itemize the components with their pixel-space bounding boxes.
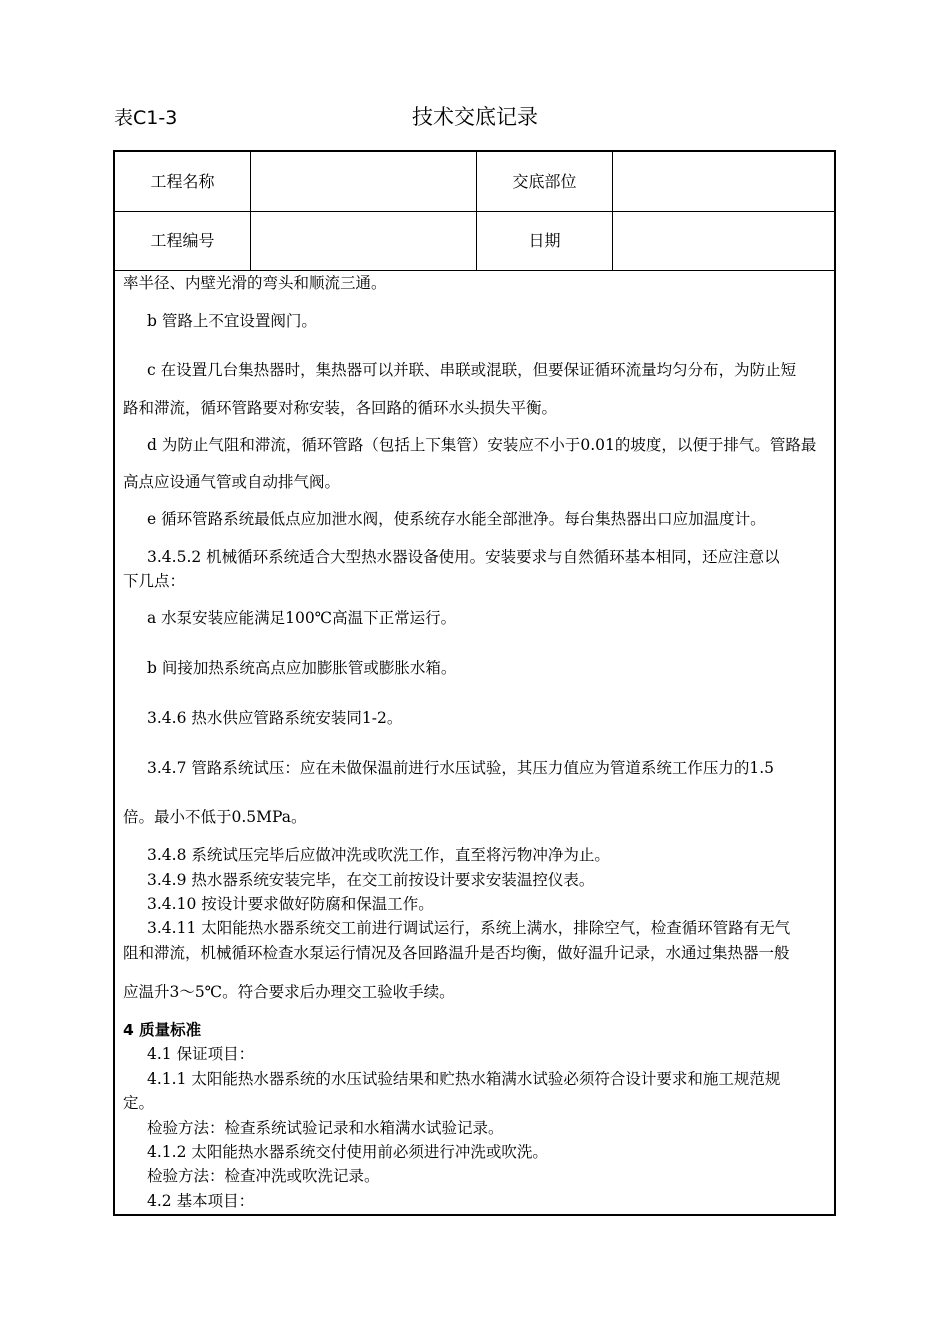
content-line: 应温升3～5℃。符合要求后办理交工验收手续。 (123, 983, 455, 1001)
page-title: 技术交底记录 (412, 105, 538, 129)
content-line: b 间接加热系统高点应加膨胀管或膨胀水箱。 (147, 659, 457, 677)
content-line: 检验方法：检查冲洗或吹洗记录。 (147, 1167, 380, 1185)
content-line: 4.2 基本项目： (147, 1192, 255, 1210)
divider (476, 152, 477, 270)
header-row-2 (115, 211, 834, 271)
content-line: d 为防止气阻和滞流，循环管路（包括上下集管）安装应不小于0.01的坡度，以便于排气。管路最 (147, 436, 817, 454)
content-line: b 管路上不宜设置阀门。 (147, 312, 317, 330)
divider (250, 152, 251, 270)
content-line: 3.4.5.2 机械循环系统适合大型热水器设备使用。安装要求与自然循环基本相同，还应注意以 (147, 548, 780, 566)
content-line: 倍。最小不低于0.5MPa。 (123, 808, 307, 826)
date-field[interactable] (613, 211, 834, 270)
content-line: 3.4.8 系统试压完毕后应做冲洗或吹洗工作，直至将污物冲净为止。 (147, 846, 610, 864)
content-line: 3.4.9 热水器系统安装完毕，在交工前按设计要求安装温控仪表。 (147, 871, 595, 889)
content-line: 4.1.1 太阳能热水器系统的水压试验结果和贮热水箱满水试验必须符合设计要求和施工规范规 (147, 1070, 781, 1088)
content-line: 3.4.10 按设计要求做好防腐和保温工作。 (147, 895, 434, 913)
content-line: 率半径、内壁光滑的弯头和顺流三通。 (123, 274, 387, 292)
location-label: 交底部位 (512, 172, 577, 191)
content-line: 3.4.7 管路系统试压：应在未做保温前进行水压试验，其压力值应为管道系统工作压力的1.5 (147, 759, 775, 777)
content-line: 高点应设通气管或自动排气阀。 (123, 473, 341, 491)
content-line: 3.4.6 热水供应管路系统安装同1-2。 (147, 709, 403, 727)
location-field[interactable] (613, 152, 834, 211)
content-line: 下几点： (123, 572, 186, 590)
header-row-1 (115, 152, 834, 212)
project-name-field[interactable] (251, 152, 476, 211)
project-no-field[interactable] (251, 211, 476, 270)
section-heading: 4 质量标准 (123, 1021, 202, 1039)
date-label: 日期 (528, 231, 561, 250)
content-line: 3.4.11 太阳能热水器系统交工前进行调试运行，系统上满水，排除空气，检查循环管路有无气 (147, 919, 791, 937)
project-no-label: 工程编号 (150, 231, 215, 250)
divider (612, 152, 613, 270)
content-line: e 循环管路系统最低点应加泄水阀，使系统存水能全部泄净。每台集热器出口应加温度计。 (147, 510, 766, 528)
content-line: 检验方法：检查系统试验记录和水箱满水试验记录。 (147, 1119, 504, 1137)
content-line: 4.1.2 太阳能热水器系统交付使用前必须进行冲洗或吹洗。 (147, 1143, 548, 1161)
content-line: 4.1 保证项目： (147, 1045, 255, 1063)
content-line: 路和滞流，循环管路要对称安装，各回路的循环水头损失平衡。 (123, 399, 558, 417)
content-line: c 在设置几台集热器时，集热器可以并联、串联或混联，但要保证循环流量均匀分布，为防止短 (147, 361, 797, 379)
content-line: 定。 (123, 1094, 155, 1112)
form-code: 表C1-3 (114, 107, 178, 129)
record-frame (113, 150, 836, 1216)
content-line: 阻和滞流，机械循环检查水泵运行情况及各回路温升是否均衡，做好温升记录，水通过集热器一般 (123, 944, 790, 962)
content-line: a 水泵安装应能满足100℃高温下正常运行。 (147, 609, 457, 627)
project-name-label: 工程名称 (150, 172, 215, 191)
